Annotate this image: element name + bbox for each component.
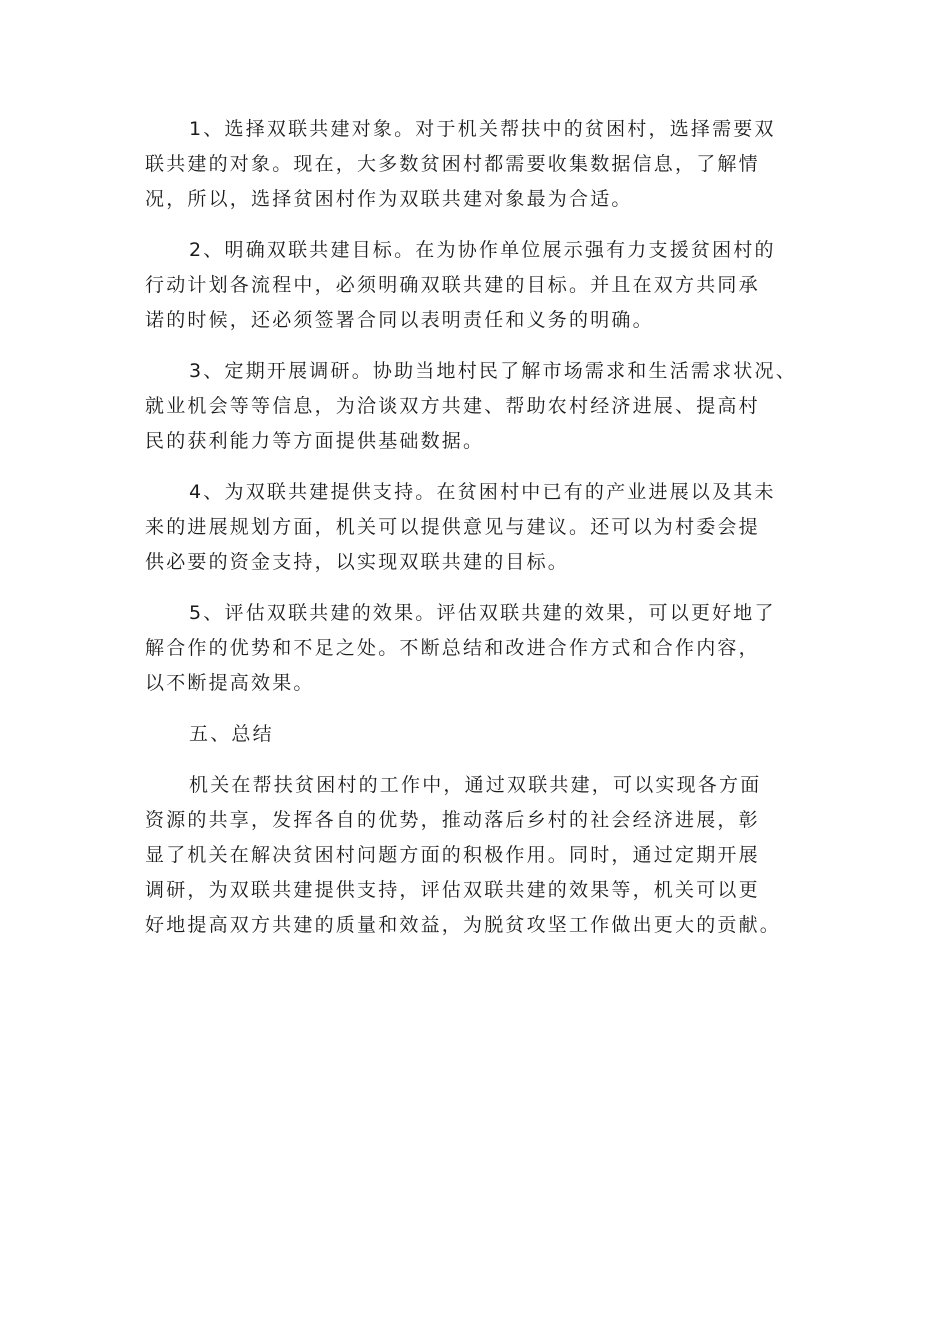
paragraph-line: 3、定期开展调研。协助当地村民了解市场需求和生活需求状况、 (189, 360, 797, 382)
paragraph-line: 供必要的资金支持，以实现双联共建的目标。 (145, 551, 570, 573)
paragraph-line: 4、为双联共建提供支持。在贫困村中已有的产业进展以及其未 (189, 481, 776, 503)
paragraph-line: 显了机关在解决贫困村问题方面的积极作用。同时，通过定期开展 (145, 844, 760, 866)
paragraph-line: 况，所以，选择贫困村作为双联共建对象最为合适。 (145, 188, 633, 210)
paragraph-line: 解合作的优势和不足之处。不断总结和改进合作方式和合作内容， (145, 637, 760, 659)
document-page (145, 112, 825, 959)
paragraph-line: 资源的共享，发挥各自的优势，推动落后乡村的社会经济进展，彰 (145, 809, 760, 831)
paragraph-line: 就业机会等等信息，为洽谈双方共建、帮助农村经济进展、提高村 (145, 395, 760, 417)
paragraph-step-5 (145, 596, 825, 701)
paragraph-step-1 (145, 112, 825, 217)
paragraph-line: 1、选择双联共建对象。对于机关帮扶中的贫困村，选择需要双 (189, 118, 776, 140)
section-heading-summary (145, 717, 825, 752)
paragraph-line: 诺的时候，还必须签署合同以表明责任和义务的明确。 (145, 309, 654, 331)
paragraph-step-3 (145, 354, 825, 459)
paragraph-line: 调研，为双联共建提供支持，评估双联共建的效果等，机关可以更 (145, 879, 760, 901)
paragraph-line: 以不断提高效果。 (145, 672, 315, 694)
paragraph-summary (145, 768, 825, 943)
paragraph-line: 来的进展规划方面，机关可以提供意见与建议。还可以为村委会提 (145, 516, 760, 538)
paragraph-line: 5、评估双联共建的效果。评估双联共建的效果，可以更好地了 (189, 602, 776, 624)
paragraph-line: 机关在帮扶贫困村的工作中，通过双联共建，可以实现各方面 (189, 774, 762, 796)
paragraph-line: 行动计划各流程中，必须明确双联共建的目标。并且在双方共同承 (145, 274, 760, 296)
paragraph-step-2 (145, 233, 825, 338)
paragraph-line: 联共建的对象。现在，大多数贫困村都需要收集数据信息，了解情 (145, 153, 760, 175)
section-heading: 五、总结 (189, 723, 274, 745)
paragraph-line: 好地提高双方共建的质量和效益，为脱贫攻坚工作做出更大的贡献。 (145, 914, 782, 936)
paragraph-line: 2、明确双联共建目标。在为协作单位展示强有力支援贫困村的 (189, 239, 776, 261)
paragraph-line: 民的获利能力等方面提供基础数据。 (145, 430, 485, 452)
paragraph-step-4 (145, 475, 825, 580)
